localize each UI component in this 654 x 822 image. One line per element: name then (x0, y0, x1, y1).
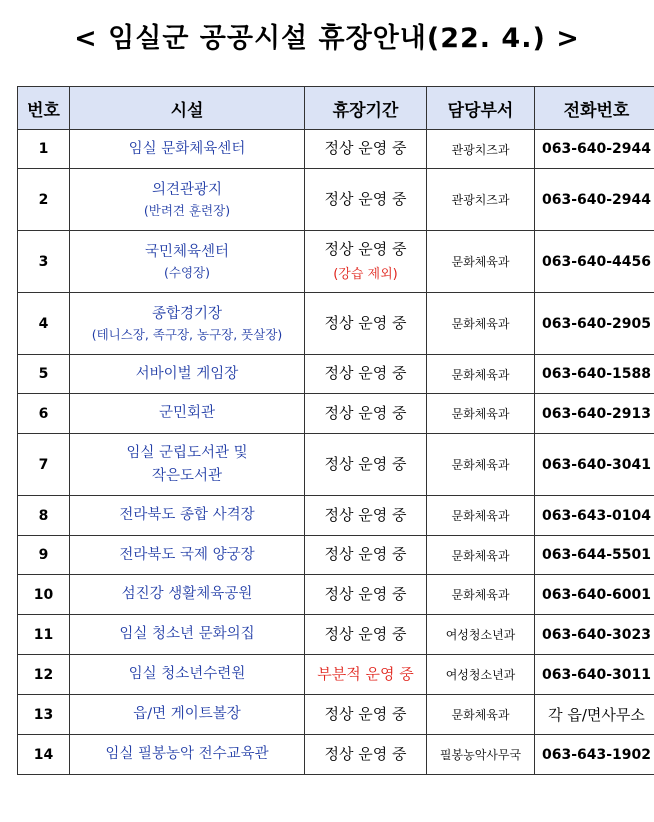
page-title: < 임실군 공공시설 휴장안내(22. 4.) > (74, 23, 580, 54)
table-row (18, 615, 654, 655)
facility-name: 읍/면 게이트볼장 (70, 695, 305, 735)
facility-name: 섬진강 생활체육공원 (70, 575, 305, 615)
row-number: 8 (18, 496, 70, 536)
facility-name: 임실 청소년 문화의집 (70, 615, 305, 655)
status: 정상 운영 중 (324, 240, 407, 259)
facility-name: 서바이벌 게임장 (70, 355, 305, 394)
department: 문화체육과 (427, 575, 535, 615)
header-phone: 전화번호 (535, 87, 654, 130)
department: 문화체육과 (427, 293, 535, 355)
department: 문화체육과 (427, 536, 535, 575)
row-number: 1 (18, 130, 70, 169)
status-partial: 부분적 운영 중 (305, 655, 427, 695)
phone-number: 063-643-0104 (535, 496, 654, 536)
facility-subtitle: (반려견 훈련장) (143, 203, 231, 219)
facility-cell (70, 293, 305, 355)
facility-cell (70, 434, 305, 496)
department: 문화체육과 (427, 394, 535, 434)
status: 정상 운영 중 (305, 169, 427, 231)
row-number: 3 (18, 231, 70, 293)
facility-name: 임실 문화체육센터 (70, 130, 305, 169)
phone-number: 063-640-2905 (535, 293, 654, 355)
table-row (18, 231, 654, 293)
phone-number: 063-640-6001 (535, 575, 654, 615)
department: 문화체육과 (427, 231, 535, 293)
row-number: 7 (18, 434, 70, 496)
row-number: 11 (18, 615, 70, 655)
phone-number: 063-640-1588 (535, 355, 654, 394)
status: 정상 운영 중 (305, 615, 427, 655)
phone-number: 063-640-2944 (535, 169, 654, 231)
header-closure-period: 휴장기간 (305, 87, 427, 130)
table-row (18, 394, 654, 434)
department: 문화체육과 (427, 496, 535, 536)
department: 문화체육과 (427, 355, 535, 394)
facility-name: 의견관광지 (151, 181, 223, 198)
facility-name-line2: 작은도서관 (151, 467, 223, 484)
row-number: 6 (18, 394, 70, 434)
facility-name: 임실 청소년수련원 (70, 655, 305, 695)
phone-number: 063-640-2913 (535, 394, 654, 434)
status: 정상 운영 중 (305, 355, 427, 394)
row-number: 5 (18, 355, 70, 394)
status: 정상 운영 중 (305, 293, 427, 355)
department: 여성청소년과 (427, 615, 535, 655)
phone-number: 063-640-4456 (535, 231, 654, 293)
table-header-row (18, 87, 654, 130)
status: 정상 운영 중 (305, 575, 427, 615)
facility-table (17, 86, 654, 775)
facility-cell (70, 231, 305, 293)
department: 필봉농악사무국 (427, 735, 535, 775)
facility-cell (70, 169, 305, 231)
table-row (18, 169, 654, 231)
status: 정상 운영 중 (305, 536, 427, 575)
facility-name: 군민회관 (70, 394, 305, 434)
phone-number: 각 읍/면사무소 (535, 695, 654, 735)
status-note: (강습 제외) (333, 266, 398, 282)
table-row (18, 735, 654, 775)
table-row (18, 293, 654, 355)
department: 관광치즈과 (427, 169, 535, 231)
facility-name: 전라북도 종합 사격장 (70, 496, 305, 536)
phone-number: 063-640-3041 (535, 434, 654, 496)
status: 정상 운영 중 (305, 130, 427, 169)
department: 여성청소년과 (427, 655, 535, 695)
phone-number: 063-640-3011 (535, 655, 654, 695)
facility-subtitle: (테니스장, 족구장, 농구장, 풋살장) (91, 327, 283, 343)
row-number: 2 (18, 169, 70, 231)
department: 문화체육과 (427, 434, 535, 496)
status: 정상 운영 중 (305, 394, 427, 434)
phone-number: 063-644-5501 (535, 536, 654, 575)
status: 정상 운영 중 (305, 496, 427, 536)
row-number: 12 (18, 655, 70, 695)
phone-number: 063-643-1902 (535, 735, 654, 775)
table-row (18, 130, 654, 169)
row-number: 10 (18, 575, 70, 615)
facility-subtitle: (수영장) (164, 265, 210, 281)
status: 정상 운영 중 (305, 695, 427, 735)
row-number: 13 (18, 695, 70, 735)
department: 문화체육과 (427, 695, 535, 735)
table-row (18, 434, 654, 496)
row-number: 9 (18, 536, 70, 575)
header-department: 담당부서 (427, 87, 535, 130)
facility-name: 국민체육센터 (144, 243, 230, 260)
facility-name: 임실 필봉농악 전수교육관 (70, 735, 305, 775)
phone-number: 063-640-2944 (535, 130, 654, 169)
department: 관광치즈과 (427, 130, 535, 169)
table-row (18, 655, 654, 695)
facility-name: 임실 군립도서관 및 (126, 445, 248, 462)
facility-name: 종합경기장 (151, 305, 223, 322)
status-cell (305, 231, 427, 293)
status: 정상 운영 중 (305, 735, 427, 775)
table-row (18, 496, 654, 536)
table-row (18, 575, 654, 615)
facility-name: 전라북도 국제 양궁장 (70, 536, 305, 575)
table-row (18, 355, 654, 394)
table-row (18, 536, 654, 575)
header-facility: 시설 (70, 87, 305, 130)
header-number: 번호 (18, 87, 70, 130)
phone-number: 063-640-3023 (535, 615, 654, 655)
table-row (18, 695, 654, 735)
status: 정상 운영 중 (305, 434, 427, 496)
row-number: 14 (18, 735, 70, 775)
row-number: 4 (18, 293, 70, 355)
